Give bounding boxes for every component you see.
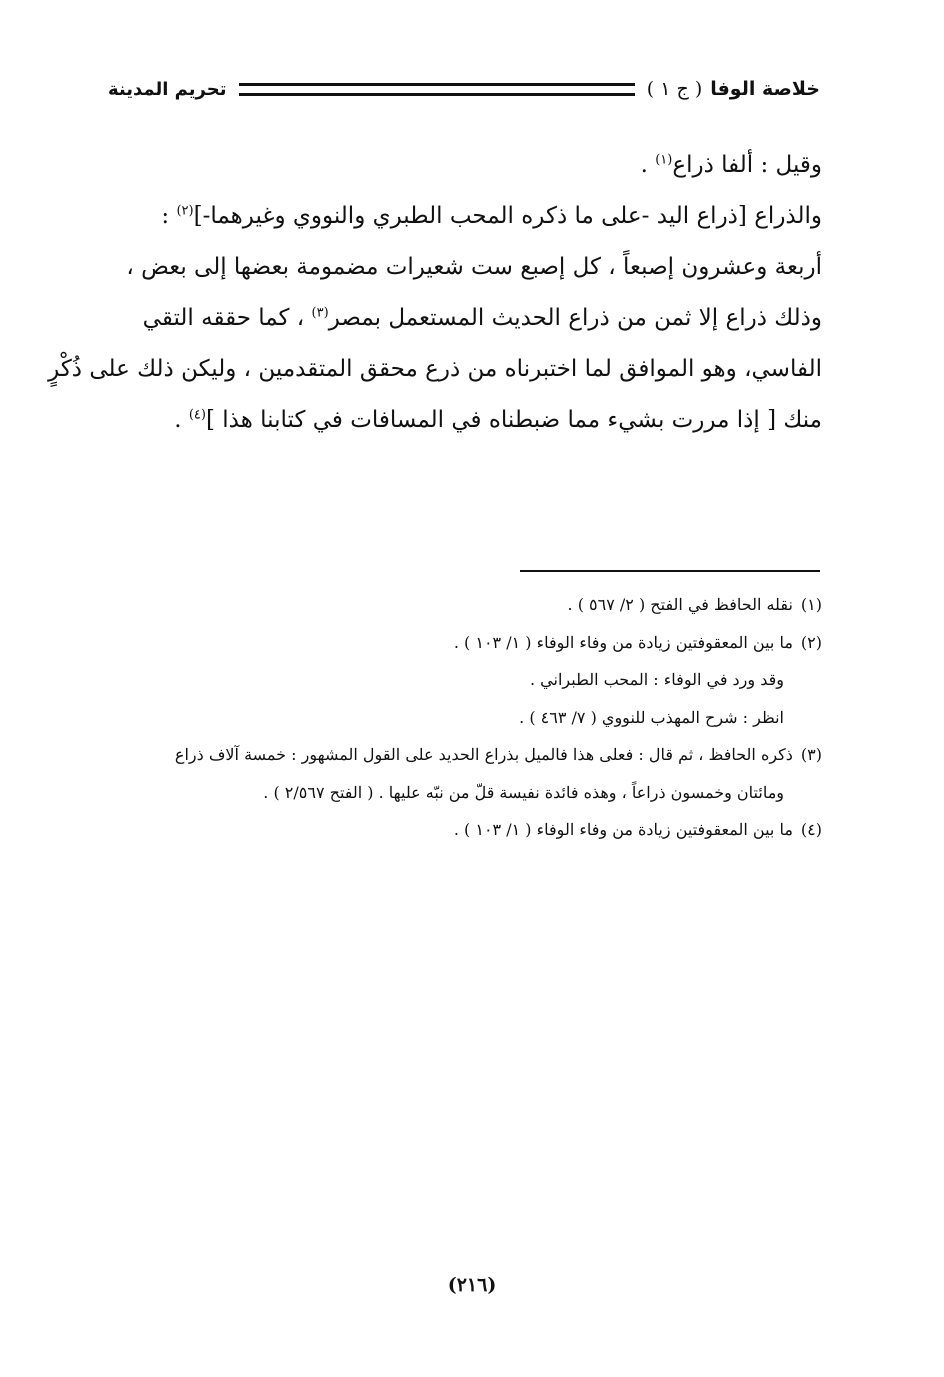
- body-line-4: وذلك ذراع إلا ثمن من ذراع الحديث المستعمل بمصر$^{(٣)}$ ، كما حققه التقي: [142, 305, 822, 331]
- footnote-number: (٢): [800, 632, 822, 652]
- running-header: [108, 74, 820, 104]
- body-line-6: منك [ إذا مررت بشيء مما ضبطناه في المسافات في كتابنا هذا ]$^{(٤)}$ .: [174, 407, 822, 433]
- footnote-text: وقد ورد في الوفاء : المحب الطبراني .: [530, 670, 784, 689]
- footnote-separator: [520, 570, 820, 572]
- body-line-2: والذراع [ذراع اليد -على ما ذكره المحب الطبري والنووي وغيرهما-]$^{(٢)}$ :: [161, 203, 822, 229]
- footnote-3-continuation: [106, 774, 822, 812]
- footnote-text: ما بين المعقوفتين زيادة من وفاء الوفاء ( ١/ ١٠٣ ) .: [453, 820, 793, 839]
- footnote-2: [106, 624, 822, 662]
- footnote-number: (٣): [800, 745, 822, 764]
- footnote-4: [106, 811, 822, 849]
- body-line-1: وقيل : ألفا ذراع$^{(١)}$ .: [640, 152, 822, 178]
- footnote-ref-4[interactable]: (٤): [188, 407, 206, 423]
- footnote-ref-1[interactable]: (١): [655, 152, 673, 168]
- footnote-2-continuation-1: [106, 661, 822, 699]
- footnote-number: (١): [800, 595, 822, 614]
- footnote-text: نقله الحافظ في الفتح ( ٢/ ٥٦٧ ) .: [567, 595, 793, 614]
- footnote-text: انظر : شرح المهذب للنووي ( ٧/ ٤٦٣ ) .: [519, 707, 784, 727]
- footnote-1: [106, 586, 822, 624]
- footnote-ref-3[interactable]: (٣): [311, 305, 329, 321]
- footnote-ref-2[interactable]: (٢): [176, 203, 194, 219]
- footnote-number: (٤): [800, 820, 822, 839]
- footnote-text: ما بين المعقوفتين زيادة من وفاء الوفاء ( ١/ ١٠٣ ) .: [453, 632, 793, 652]
- main-text: [48, 140, 822, 446]
- footnotes: [106, 586, 822, 849]
- body-line-5: الفاسي، وهو الموافق لما اختبرناه من ذرع محقق المتقدمين ، وليكن ذلك على ذُكْرٍ: [48, 356, 822, 382]
- footnote-2-continuation-2: [106, 699, 822, 737]
- page-number: (٢١٦): [447, 1274, 497, 1296]
- footnote-3: [106, 736, 822, 774]
- header-rule: [239, 83, 635, 96]
- chapter-title: تحريم المدينة: [108, 78, 227, 100]
- footnote-text: ذكره الحافظ ، ثم قال : فعلى هذا فالميل بذراع الحديد على القول المشهور : خمسة آلاف ذراع: [174, 745, 793, 764]
- book-title: خلاصة الوفا: [710, 78, 820, 100]
- footnote-text: ومائتان وخمسون ذراعاً ، وهذه فائدة نفيسة قلّ من نبّه عليها . ( الفتح ٢/٥٦٧ ) .: [263, 782, 784, 802]
- body-line-3: أربعة وعشرون إصبعاً ، كل إصبع ست شعيرات مضمومة بعضها إلى بعض ،: [126, 254, 822, 280]
- volume-label: ( ج ١ ): [646, 78, 703, 100]
